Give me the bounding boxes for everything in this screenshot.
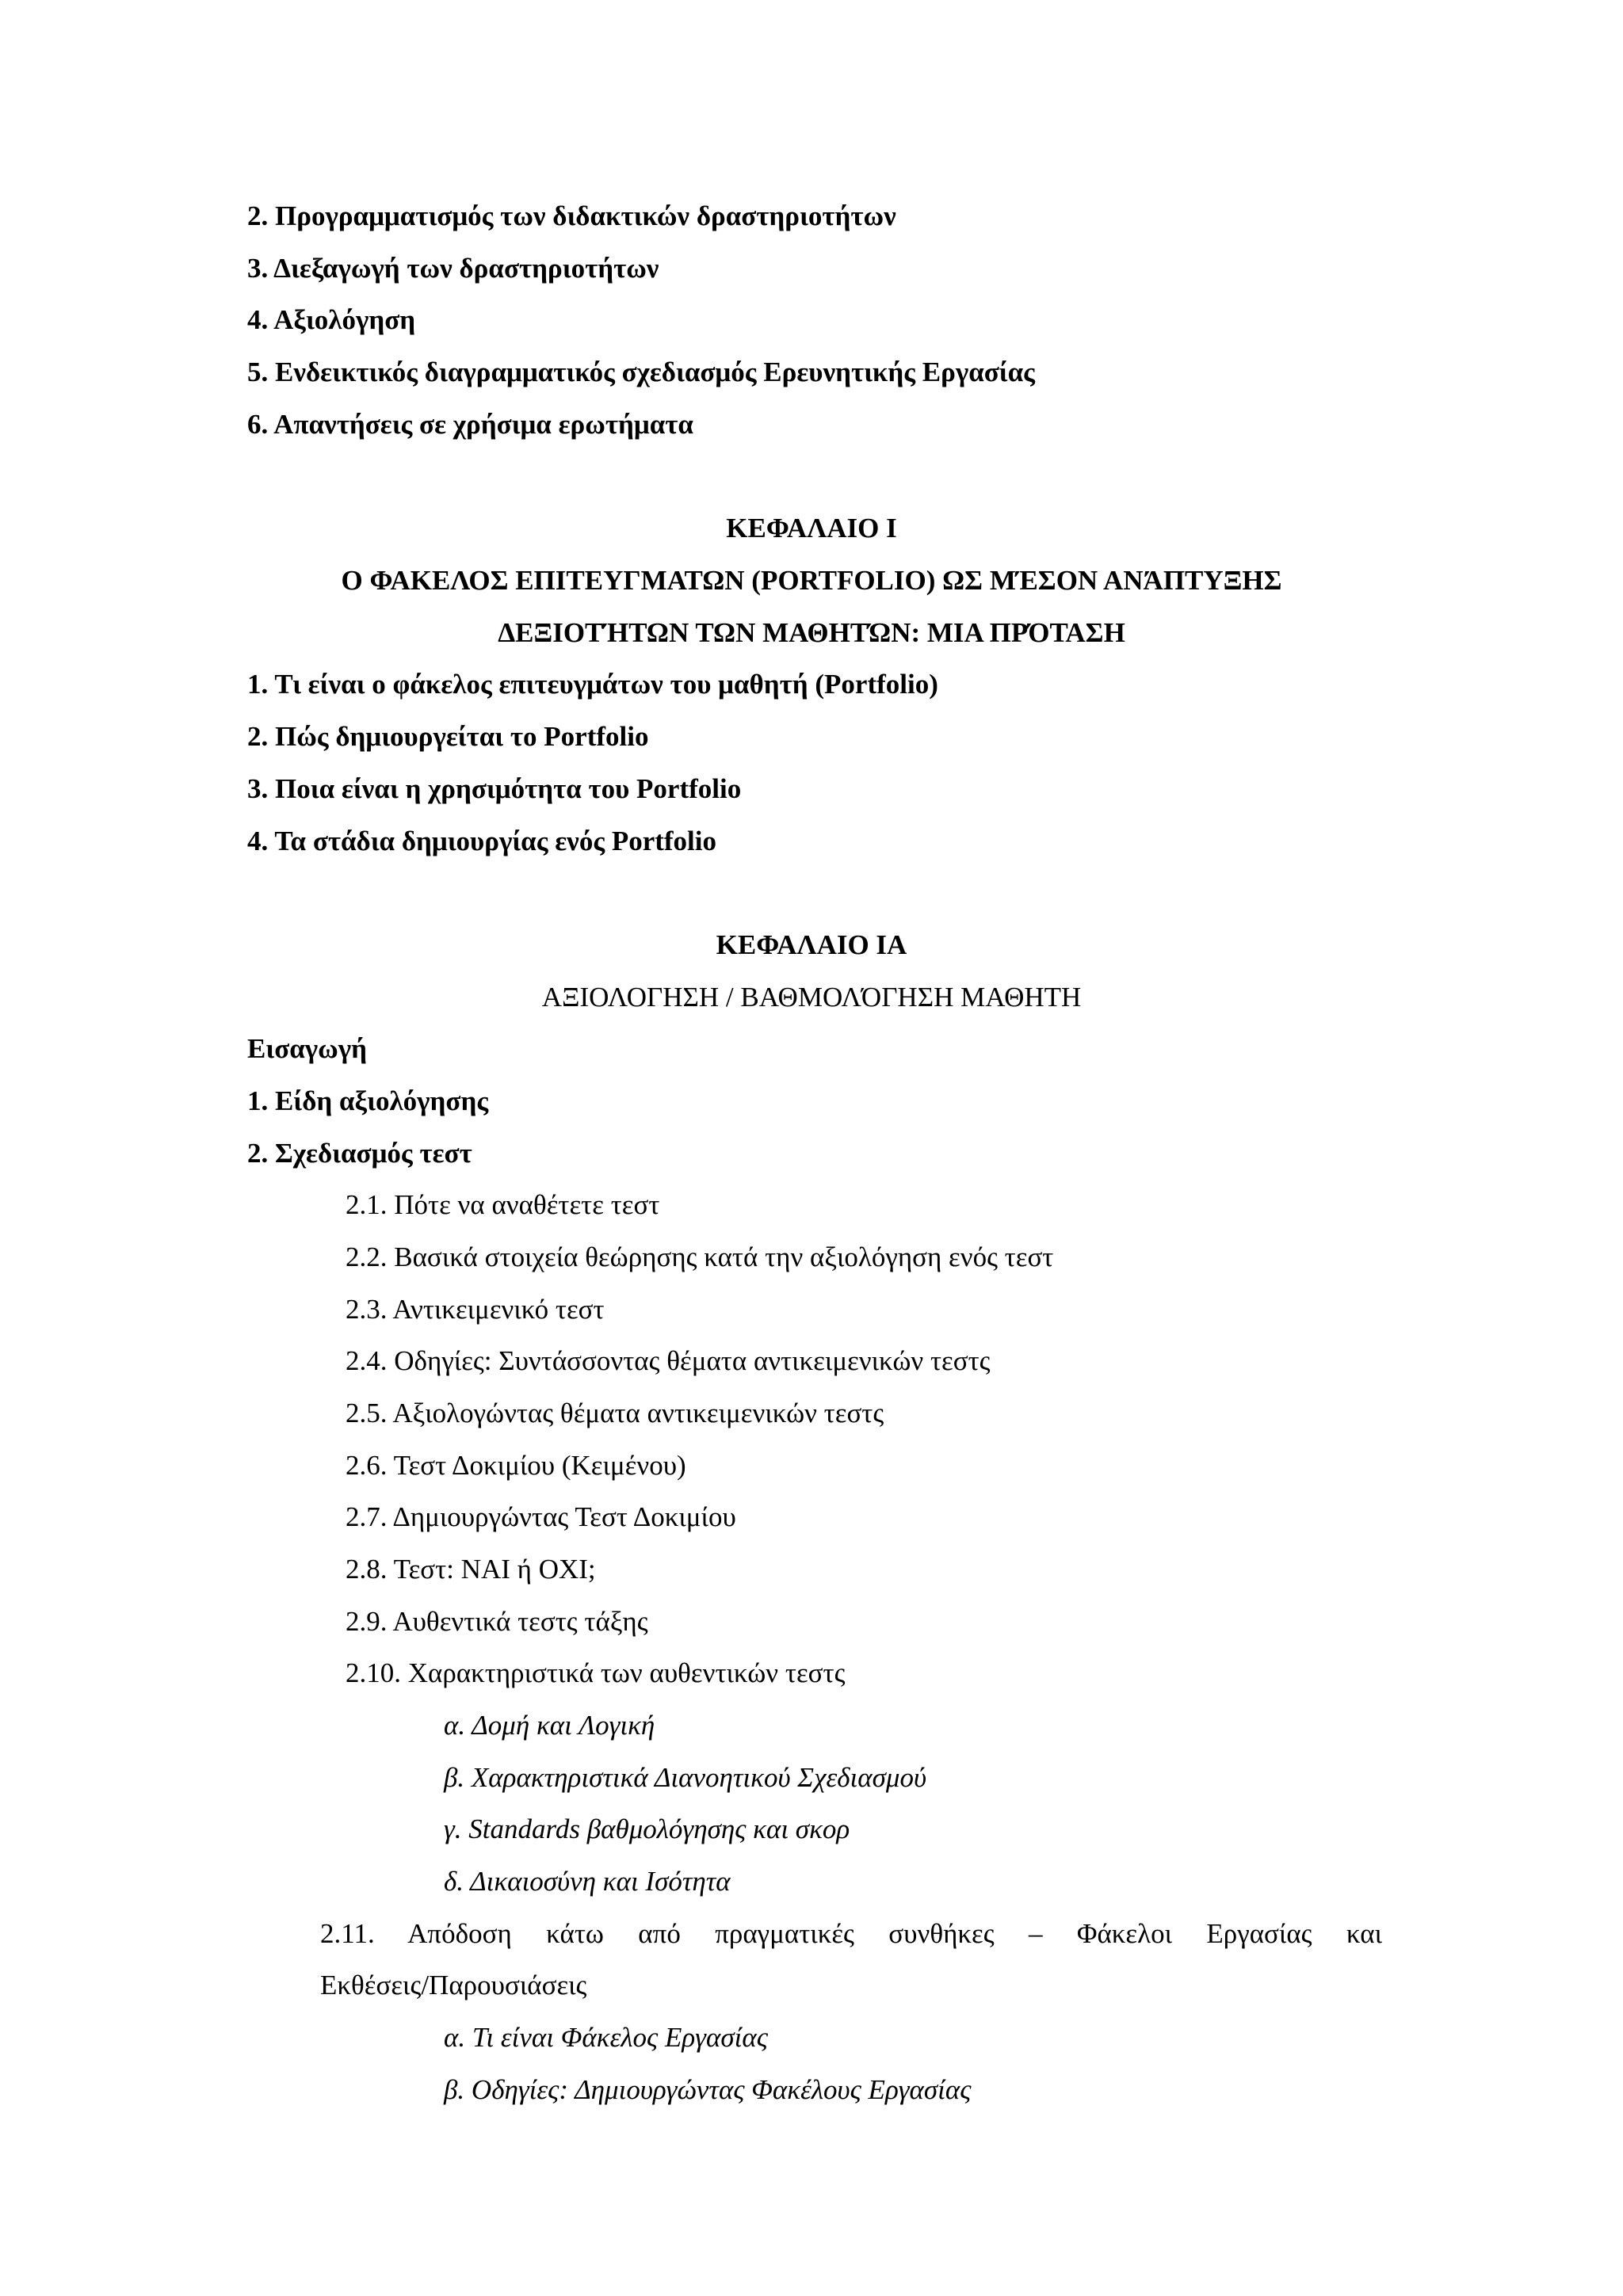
toc-subsubitem: β. Χαρακτηριστικά Διανοητικού Σχεδιασμού: [444, 1762, 927, 1793]
chapter-label: ΚΕΦΑΛΑΙΟ Ι: [726, 513, 897, 543]
toc-item: 4. Αξιολόγηση: [247, 304, 416, 335]
toc-item: Εισαγωγή: [247, 1033, 367, 1064]
toc-subitem: 2.3. Αντικειμενικό τεστ: [346, 1294, 605, 1325]
toc-subsubitem: α. Τι είναι Φάκελος Εργασίας: [444, 2022, 768, 2053]
toc-item: 1. Τι είναι ο φάκελος επιτευγμάτων του μαθητή (Portfolio): [247, 669, 938, 700]
toc-item: 6. Απαντήσεις σε χρήσιμα ερωτήματα: [247, 409, 693, 440]
toc-subsubitem: γ. Standards βαθμολόγησης και σκορ: [444, 1814, 850, 1844]
toc-item: 3. Ποια είναι η χρησιμότητα του Portfolio: [247, 773, 742, 804]
toc-subitem: 2.10. Χαρακτηριστικά των αυθεντικών τεστς: [346, 1657, 846, 1688]
toc-item: 2. Σχεδιασμός τεστ: [247, 1138, 472, 1169]
chapter-title: ΔΕΞΙΟΤΉΤΩΝ ΤΩΝ ΜΑΘΗΤΏΝ: ΜΙΑ ΠΡΌΤΑΣΗ: [498, 617, 1125, 648]
toc-subitem: 2.9. Αυθεντικά τεστς τάξης: [346, 1606, 648, 1637]
toc-item: 5. Ενδεικτικός διαγραμματικός σχεδιασμός Ερευνητικής Εργασίας: [247, 357, 1035, 387]
toc-subitem: 2.11. Απόδοση κάτω από πραγματικές συνθήκες – Φάκελοι Εργασίας και: [320, 1918, 1382, 1949]
chapter-label: ΚΕΦΑΛΑΙΟ ΙΑ: [716, 929, 907, 960]
chapter-title: Ο ΦΑΚΕΛΟΣ ΕΠΙΤΕΥΓΜΑΤΩΝ (PORTFOLIO) ΩΣ ΜΈΣΟΝ ΑΝΆΠΤΥΞΗΣ: [341, 565, 1282, 596]
toc-item: 2. Πώς δημιουργείται το Portfolio: [247, 721, 649, 752]
toc-subitem: 2.1. Πότε να αναθέτετε τεστ: [346, 1189, 660, 1220]
toc-subsubitem: α. Δομή και Λογική: [444, 1710, 655, 1741]
toc-item: 1. Είδη αξιολόγησης: [247, 1085, 489, 1116]
toc-subitem: 2.2. Βασικά στοιχεία θεώρησης κατά την αξιολόγηση ενός τεστ: [346, 1241, 1054, 1272]
toc-item: 2. Προγραμματισμός των διδακτικών δραστηριοτήτων: [247, 200, 896, 231]
toc-subsubitem: β. Οδηγίες: Δημιουργώντας Φακέλους Εργασίας: [444, 2074, 972, 2105]
toc-subitem-continuation: Εκθέσεις/Παρουσιάσεις: [320, 1970, 587, 2000]
toc-subitem: 2.7. Δημιουργώντας Τεστ Δοκιμίου: [346, 1501, 736, 1532]
toc-subitem: 2.8. Τεστ: ΝΑΙ ή ΟΧΙ;: [346, 1554, 596, 1585]
toc-subsubitem: δ. Δικαιοσύνη και Ισότητα: [444, 1866, 731, 1897]
toc-item: 3. Διεξαγωγή των δραστηριοτήτων: [247, 253, 659, 284]
toc-subitem: 2.6. Τεστ Δοκιμίου (Κειμένου): [346, 1450, 686, 1481]
toc-subitem: 2.4. Οδηγίες: Συντάσσοντας θέματα αντικειμενικών τεστς: [346, 1345, 991, 1376]
toc-item: 4. Τα στάδια δημιουργίας ενός Portfolio: [247, 826, 717, 856]
chapter-title: ΑΞΙΟΛΟΓΗΣΗ / ΒΑΘΜΟΛΌΓΗΣΗ ΜΑΘΗΤΗ: [541, 982, 1082, 1013]
toc-subitem: 2.5. Αξιολογώντας θέματα αντικειμενικών τεστς: [346, 1398, 884, 1428]
